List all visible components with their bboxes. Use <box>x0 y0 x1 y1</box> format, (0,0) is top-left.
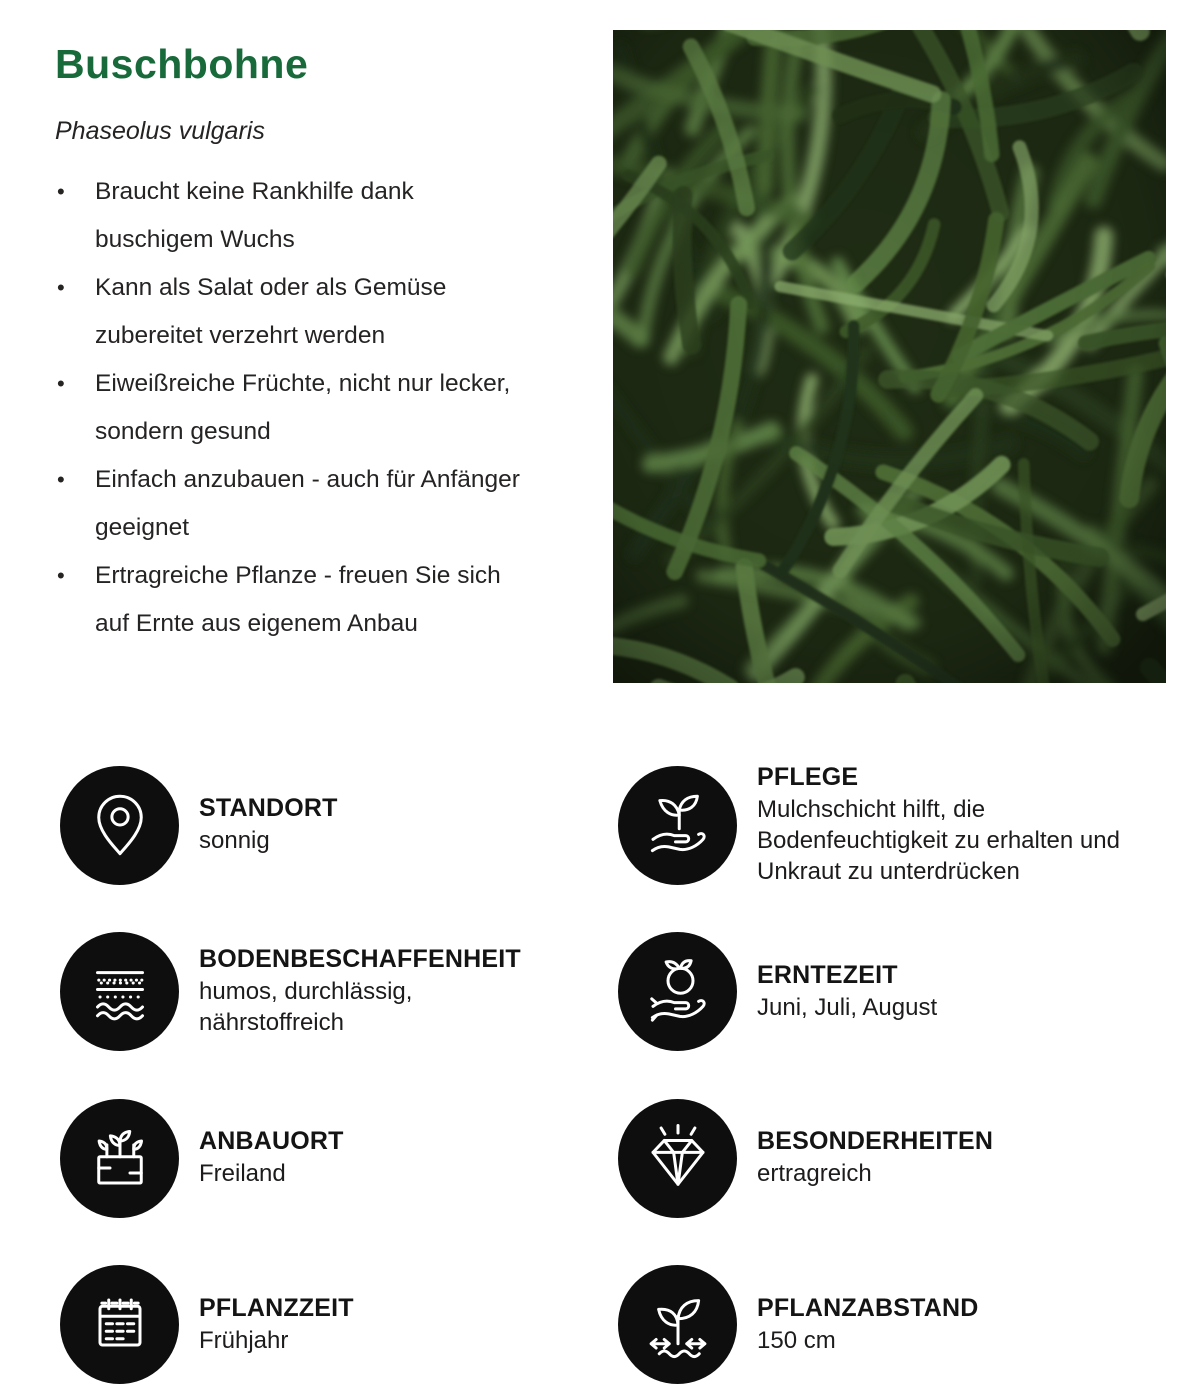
attribute-erntezeit <box>618 909 1166 1076</box>
hand-fruit-icon <box>618 932 737 1051</box>
attribute-label: PFLANZZEIT <box>199 1293 354 1322</box>
attribute-besonderheiten <box>618 1075 1166 1242</box>
attribute-pflanzabstand <box>618 1242 1166 1400</box>
location-pin-icon <box>60 766 179 885</box>
attribute-bodenbeschaffenheit <box>60 909 618 1076</box>
attribute-label: STANDORT <box>199 794 338 823</box>
bullet-dot-icon: • <box>57 179 65 205</box>
attribute-value: humos, durchlässig, nährstoffreich <box>199 978 413 1037</box>
bullet-dot-icon: • <box>57 563 65 589</box>
green-beans-photo <box>613 30 1166 683</box>
attribute-pflanzzeit <box>60 1242 618 1400</box>
bullet-dot-icon: • <box>57 371 65 397</box>
bullet-item: • Braucht keine Rankhilfe dank buschigem Wuchs <box>55 168 533 264</box>
planter-box-icon <box>60 1099 179 1218</box>
attribute-label: PFLANZABSTAND <box>757 1293 979 1322</box>
attribute-grid <box>60 742 1166 1400</box>
attribute-standort <box>60 742 618 909</box>
bullet-item: • Ertragreiche Pflanze - freuen Sie sich auf Ernte aus eigenem Anbau <box>55 552 533 648</box>
attribute-value: Juni, Juli, August <box>757 993 938 1021</box>
bullet-item: • Einfach anzubauen - auch für Anfänger geeignet <box>55 456 533 552</box>
attribute-value: Mulchschicht hilft, die Bodenfeuchtigkeit zu erhalten und Unkraut zu unterdrücken <box>757 796 1120 886</box>
attribute-anbauort <box>60 1075 618 1242</box>
diamond-icon <box>618 1099 737 1218</box>
calendar-icon <box>60 1265 179 1384</box>
attribute-value: Freiland <box>199 1160 286 1188</box>
botanical-name: Phaseolus vulgaris <box>55 117 265 146</box>
hand-sprout-icon <box>618 766 737 885</box>
soil-layers-icon <box>60 932 179 1051</box>
attribute-value: Frühjahr <box>199 1326 289 1354</box>
feature-bullet-list <box>55 168 533 648</box>
attribute-label: PFLEGE <box>757 763 859 792</box>
attribute-value: sonnig <box>199 827 270 855</box>
bullet-dot-icon: • <box>57 275 65 301</box>
plant-description <box>55 42 533 648</box>
attribute-label: ANBAUORT <box>199 1127 344 1156</box>
attribute-value: 150 cm <box>757 1326 836 1354</box>
attribute-label: ERNTEZEIT <box>757 960 898 989</box>
attribute-value: ertragreich <box>757 1160 872 1188</box>
attribute-label: BODENBESCHAFFENHEIT <box>199 945 521 974</box>
bullet-item: • Eiweißreiche Früchte, nicht nur lecker, sondern gesund <box>55 360 533 456</box>
attribute-label: BESONDERHEITEN <box>757 1127 994 1156</box>
page-title: Buschbohne <box>55 41 309 87</box>
bullet-dot-icon: • <box>57 467 65 493</box>
bullet-item: • Kann als Salat oder als Gemüse zubereitet verzehrt werden <box>55 264 533 360</box>
plant-spacing-icon <box>618 1265 737 1384</box>
attribute-pflege <box>618 742 1166 909</box>
